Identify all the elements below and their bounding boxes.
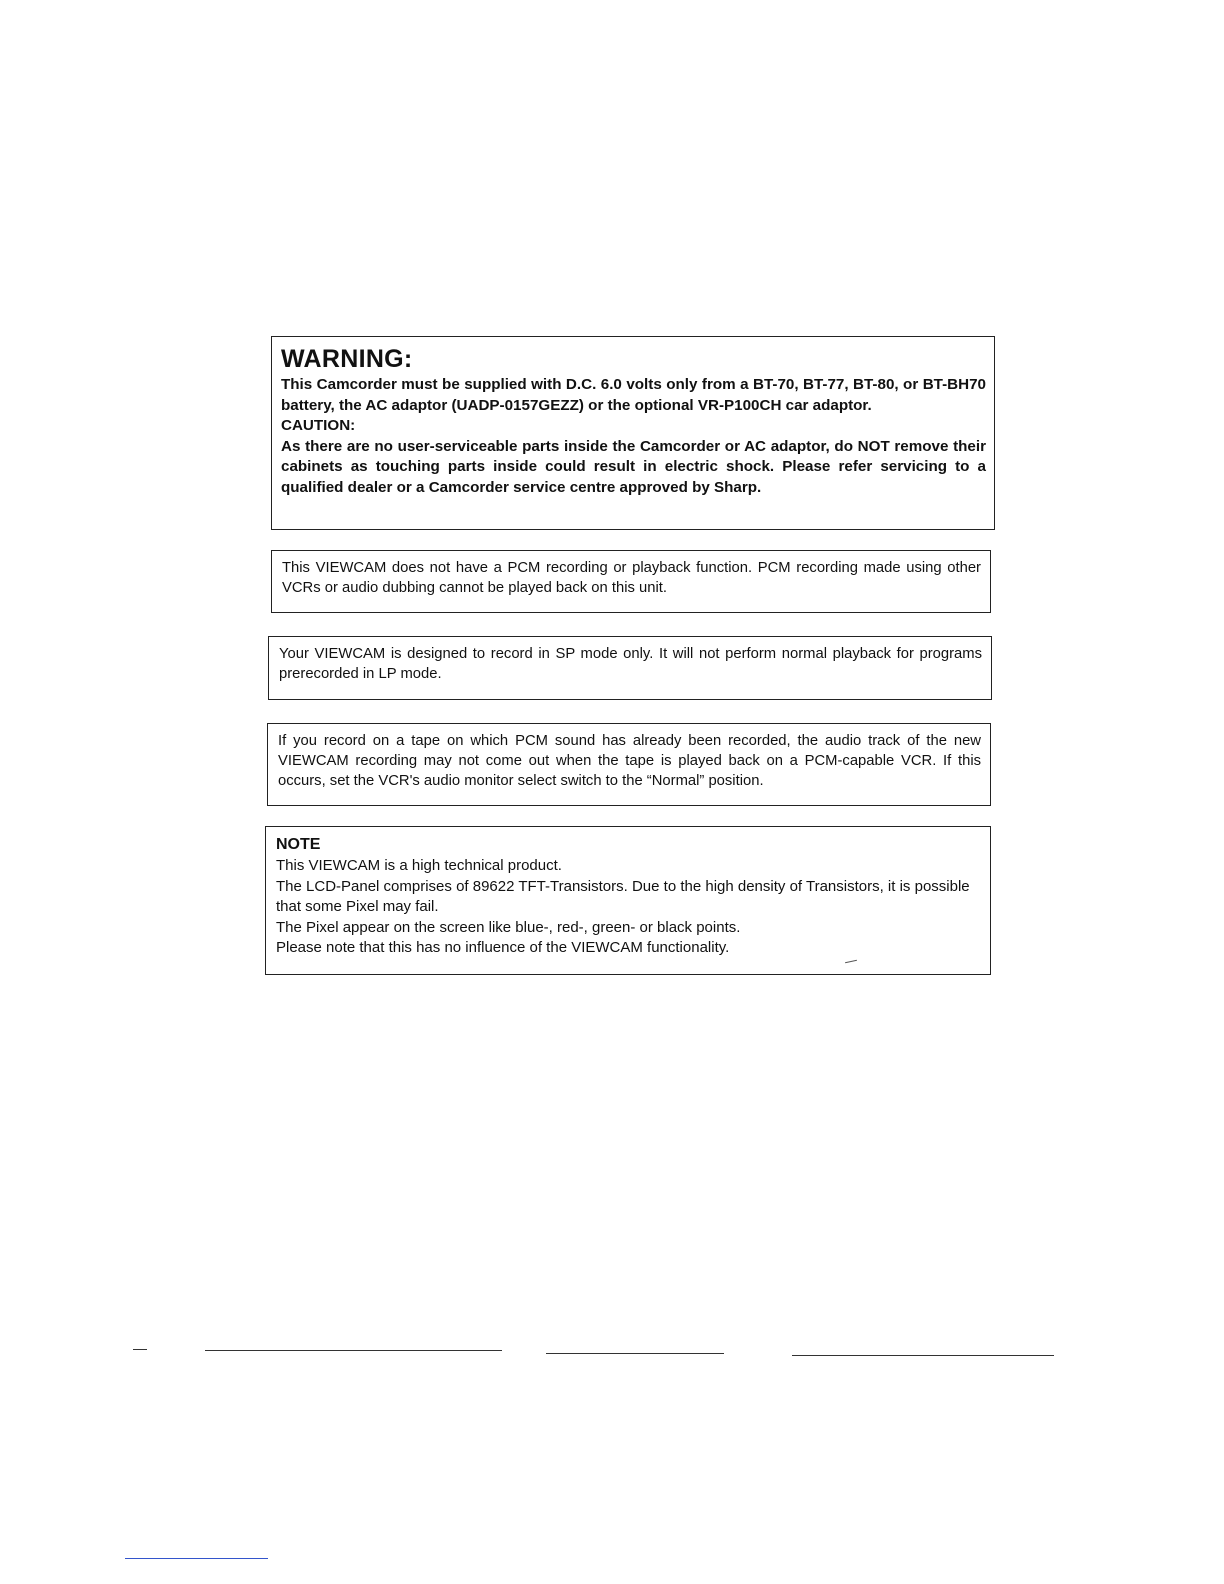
note-line-1: This VIEWCAM is a high technical product. xyxy=(276,857,562,874)
note-line-4: Please note that this has no influence of the VIEWCAM functionality. xyxy=(276,939,730,956)
warning-title: WARNING: xyxy=(281,345,413,373)
caution-title: CAUTION: xyxy=(281,417,356,434)
pcm-record-notice-text: If you record on a tape on which PCM sound has already been recorded, the audio track of the new VIEWCAM recording may not come out when the tape is played back on a PCM-capable VCR. If this occurs, set the VCR's audio monitor select switch to the “Normal” position. xyxy=(278,733,981,789)
footer-rule-dash xyxy=(133,1349,147,1350)
footer-rule-right xyxy=(792,1355,1054,1356)
bottom-link-underline xyxy=(125,1558,268,1559)
pcm-record-notice-box xyxy=(267,723,991,806)
warning-text: This Camcorder must be supplied with D.C. 6.0 volts only from a BT-70, BT-77, BT-80, or BT-BH70 battery, the AC adaptor (UADP-0157GEZZ) or the optional VR-P100CH car adaptor. xyxy=(281,376,986,414)
pcm-notice-box xyxy=(271,550,991,613)
footer-rule-left xyxy=(205,1350,502,1351)
pcm-notice-text: This VIEWCAM does not have a PCM recording or playback function. PCM recording made using other VCRs or audio dubbing cannot be played back on this unit. xyxy=(282,560,981,596)
warning-box xyxy=(271,336,995,530)
note-box xyxy=(265,826,991,975)
caution-text: As there are no user-serviceable parts inside the Camcorder or AC adaptor, do NOT remove their cabinets as touching parts inside could result in electric shock. Please refer servicing to a qualified dealer or a Camcorder service centre approved by Sharp. xyxy=(281,437,986,496)
note-title: NOTE xyxy=(276,836,321,853)
note-line-3: The Pixel appear on the screen like blue-, red-, green- or black points. xyxy=(276,918,741,936)
sp-mode-notice-text: Your VIEWCAM is designed to record in SP mode only. It will not perform normal playback for programs prerecorded in LP mode. xyxy=(279,646,982,682)
note-line-2: The LCD-Panel comprises of 89622 TFT-Transistors. Due to the high density of Transistors, it is possible that some Pixel may fail. xyxy=(276,877,970,915)
sp-mode-notice-box xyxy=(268,636,992,700)
footer-rule-middle xyxy=(546,1353,724,1354)
